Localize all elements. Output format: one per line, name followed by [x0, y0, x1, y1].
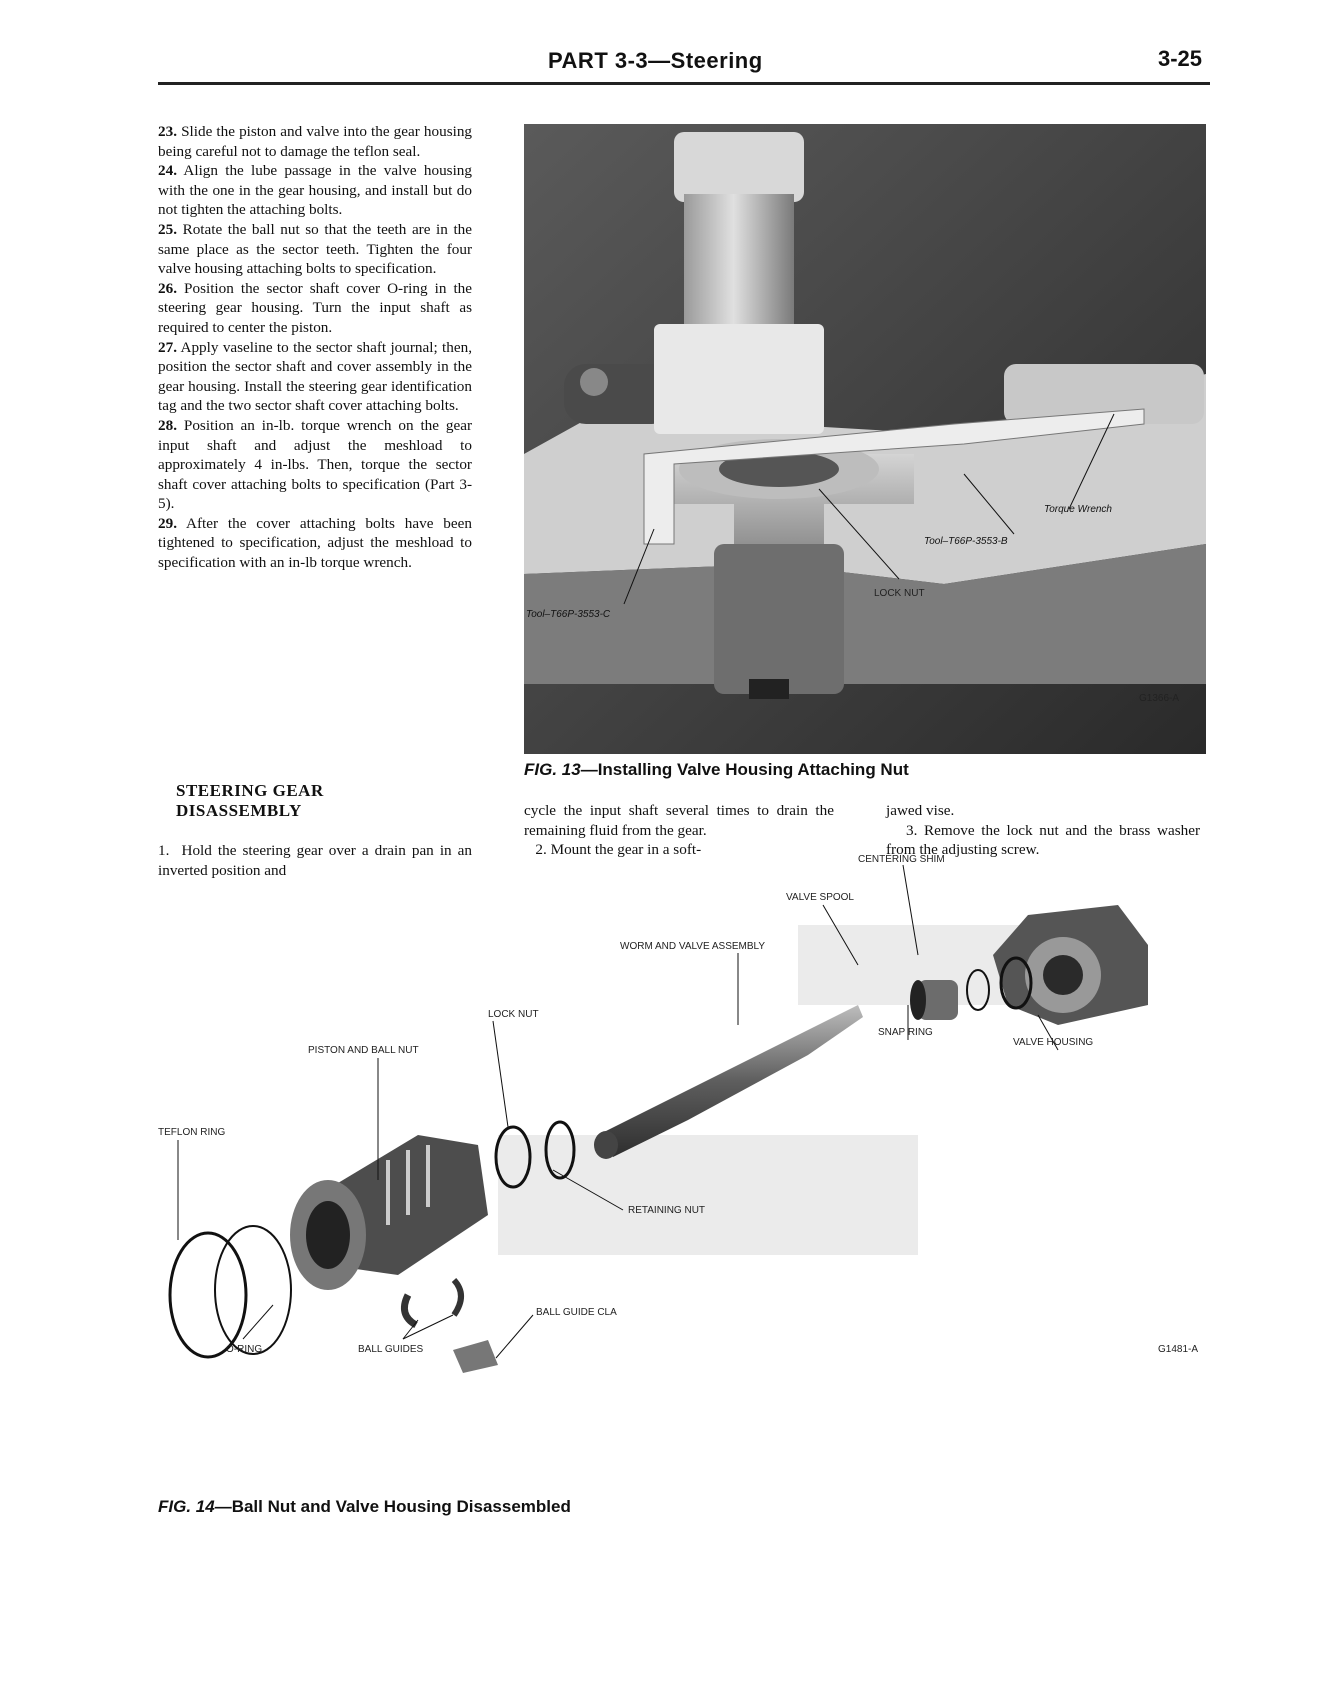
fig14-prefix: FIG. 14 [158, 1497, 215, 1516]
section-heading-line2: DISASSEMBLY [176, 801, 302, 820]
step-number: 25. [158, 220, 177, 238]
step-number: 28. [158, 416, 177, 434]
step-29 [158, 514, 472, 573]
step-text: Mount the gear in a soft- [550, 841, 702, 859]
ball-guides-label: BALL GUIDES [358, 1344, 424, 1355]
left-column [158, 122, 472, 573]
retaining-nut-label: RETAINING NUT [628, 1205, 706, 1216]
header-rule [158, 82, 1210, 85]
step-text: Position an in-lb. torque wrench on the gear input shaft and adjust the meshload to approximately 4 in-lbs. Then, torque the sector shaft cover attaching bolts to specification (Part 3-5). [158, 416, 473, 513]
step-25 [158, 220, 472, 279]
valve-spool-label: VALVE SPOOL [786, 892, 854, 903]
centering-shim-label: CENTERING SHIM [858, 854, 945, 865]
valve-housing-label: VALVE HOUSING [1013, 1037, 1094, 1048]
step-28 [158, 416, 472, 514]
lock-nut-label: LOCK NUT [874, 588, 925, 599]
step-text: Remove the lock nut and the brass washer from the adjusting screw. [886, 821, 1201, 859]
fig14-code: G1481-A [1158, 1344, 1199, 1355]
header-title: PART 3-3—Steering [548, 48, 763, 73]
fig13-code: G1366-A [1139, 693, 1180, 704]
right-column [886, 801, 1200, 860]
mid-paragraph-1: cycle the input shaft several times to drain the remaining fluid from the gear. [524, 802, 834, 839]
snap-ring-label: SNAP RING [878, 1027, 933, 1038]
step-text: Apply vaseline to the sector shaft journal; then, position the sector shaft and cover assembly in the gear housing. Install the steering gear identification tag and the two sector shaft cover attaching bolts. [158, 338, 472, 415]
tool-c-label: Tool–T66P-3553-C [526, 609, 611, 620]
o-ring-label: O-RING [226, 1344, 263, 1355]
middle-column [524, 801, 834, 860]
mid-paragraph-2 [524, 840, 834, 860]
step-number: 24. [158, 162, 177, 180]
step-number: 29. [158, 514, 177, 532]
torque-wrench-label: Torque Wrench [1044, 504, 1112, 515]
step-number: 23. [158, 123, 177, 140]
section-heading-line1: STEERING GEAR [176, 781, 324, 800]
fig13-illustration [524, 124, 1206, 754]
step-24 [158, 161, 472, 220]
fig13-caption [524, 760, 909, 780]
fig13-photo [524, 124, 1206, 754]
step-text: Slide the piston and valve into the gear housing being careful not to damage the teflon seal. [158, 123, 473, 160]
fig13-prefix: FIG. 13 [524, 760, 581, 779]
step-number: 3. [905, 821, 918, 839]
lock-nut-label: LOCK NUT [488, 1009, 539, 1020]
fig14-caption-text: —Ball Nut and Valve Housing Disassembled [214, 1497, 571, 1516]
step-text: Rotate the ball nut so that the teeth are in the same place as the sector teeth. Tighten the four valve housing attaching bolts to specification. [158, 220, 473, 278]
step-text: Hold the steering gear over a drain pan in an inverted position and [158, 842, 473, 879]
step-number: 2. [535, 841, 547, 859]
step-23 [158, 122, 472, 161]
step-text: Position the sector shaft cover O-ring in the steering gear housing. Turn the input shaft as required to center the piston. [158, 279, 472, 336]
step-number: 1. [158, 842, 170, 859]
step-text: Align the lube passage in the valve housing with the one in the gear housing, and install but do not tighten the attaching bolts. [158, 162, 472, 219]
step-26 [158, 279, 472, 338]
right-paragraph-1: jawed vise. [886, 802, 955, 819]
step-27 [158, 338, 472, 416]
disassembly-step-1 [158, 841, 472, 880]
step-text: After the cover attaching bolts have been tightened to specification, adjust the meshload to specification with an in-lb torque wrench. [158, 514, 472, 572]
page-header [158, 46, 1208, 80]
worm-valve-label: WORM AND VALVE ASSEMBLY [620, 941, 766, 952]
fig14-caption [158, 1497, 571, 1517]
teflon-ring-label: TEFLON RING [158, 1127, 226, 1138]
fig13-caption-text: —Installing Valve Housing Attaching Nut [580, 760, 909, 779]
step-number: 26. [158, 279, 177, 297]
tool-b-label: Tool–T66P-3553-B [924, 536, 1008, 547]
section-heading [176, 781, 466, 821]
page-number: 3-25 [1157, 46, 1202, 71]
step-number: 27. [158, 338, 177, 356]
ball-guide-clamp-label: BALL GUIDE CLA [536, 1307, 617, 1318]
piston-ball-nut-label: PISTON AND BALL NUT [308, 1045, 419, 1056]
